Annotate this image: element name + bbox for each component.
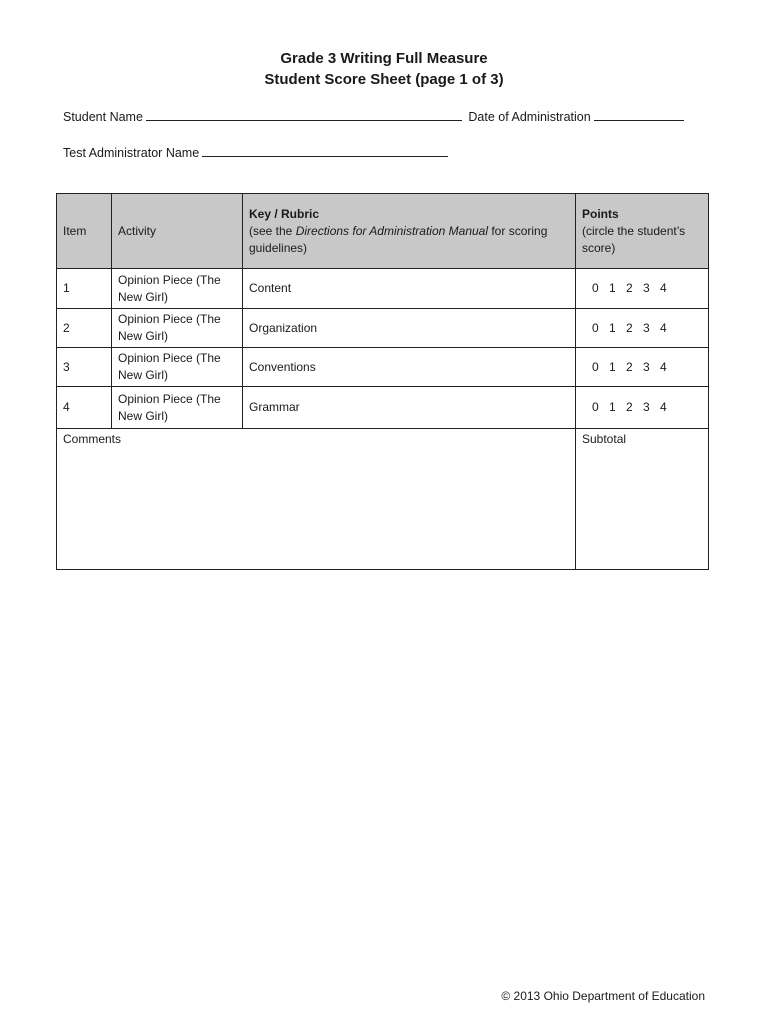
row-points[interactable]: 0 1 2 3 4 [576,387,709,429]
header-row [57,194,709,269]
header-points-note: (circle the student’s score) [582,223,686,255]
date-of-administration-label: Date of Administration [468,110,591,124]
student-name-label: Student Name [63,110,143,124]
student-info-line [63,108,687,124]
score-table [56,193,709,570]
title-line-1: Grade 3 Writing Full Measure [280,50,488,67]
student-name-field[interactable] [146,108,462,121]
header-activity: Activity [112,194,243,269]
test-administrator-name-label: Test Administrator Name [63,146,200,160]
table-row [57,309,709,348]
header-key-rubric [243,194,576,269]
comments-cell[interactable] [57,429,576,570]
copyright-footer: © 2013 Ohio Department of Education [501,989,705,1003]
row-activity: Opinion Piece (The New Girl) [112,309,243,348]
header-item: Item [57,194,112,269]
row-points[interactable]: 0 1 2 3 4 [576,309,709,348]
header-points [576,194,709,269]
note-italic: Directions for Administration Manual [295,223,489,238]
header-key-rubric-title: Key / Rubric [249,206,320,221]
administrator-info-line [63,144,451,160]
table-row [57,269,709,309]
table-row [57,387,709,429]
row-activity: Opinion Piece (The New Girl) [112,387,243,429]
document-title [0,48,768,90]
row-points[interactable]: 0 1 2 3 4 [576,348,709,387]
row-key: Conventions [243,348,576,387]
header-key-rubric-note [249,223,569,257]
row-activity: Opinion Piece (The New Girl) [112,348,243,387]
row-key: Grammar [243,387,576,429]
comments-label: Comments [63,432,122,446]
note-post: for scoring guidelines) [249,223,548,255]
row-points[interactable]: 0 1 2 3 4 [576,269,709,309]
row-item: 1 [57,269,112,309]
test-administrator-name-field[interactable] [202,144,448,157]
header-points-title: Points [582,206,619,221]
date-of-administration-field[interactable] [594,108,684,121]
table-row [57,348,709,387]
row-item: 4 [57,387,112,429]
comments-row [57,429,709,570]
row-activity: Opinion Piece (The New Girl) [112,269,243,309]
subtotal-label: Subtotal [582,432,627,446]
subtotal-cell[interactable] [576,429,709,570]
note-pre: (see the [249,223,296,238]
title-line-2: Student Score Sheet (page 1 of 3) [264,71,504,88]
row-item: 3 [57,348,112,387]
row-key: Organization [243,309,576,348]
row-key: Content [243,269,576,309]
row-item: 2 [57,309,112,348]
